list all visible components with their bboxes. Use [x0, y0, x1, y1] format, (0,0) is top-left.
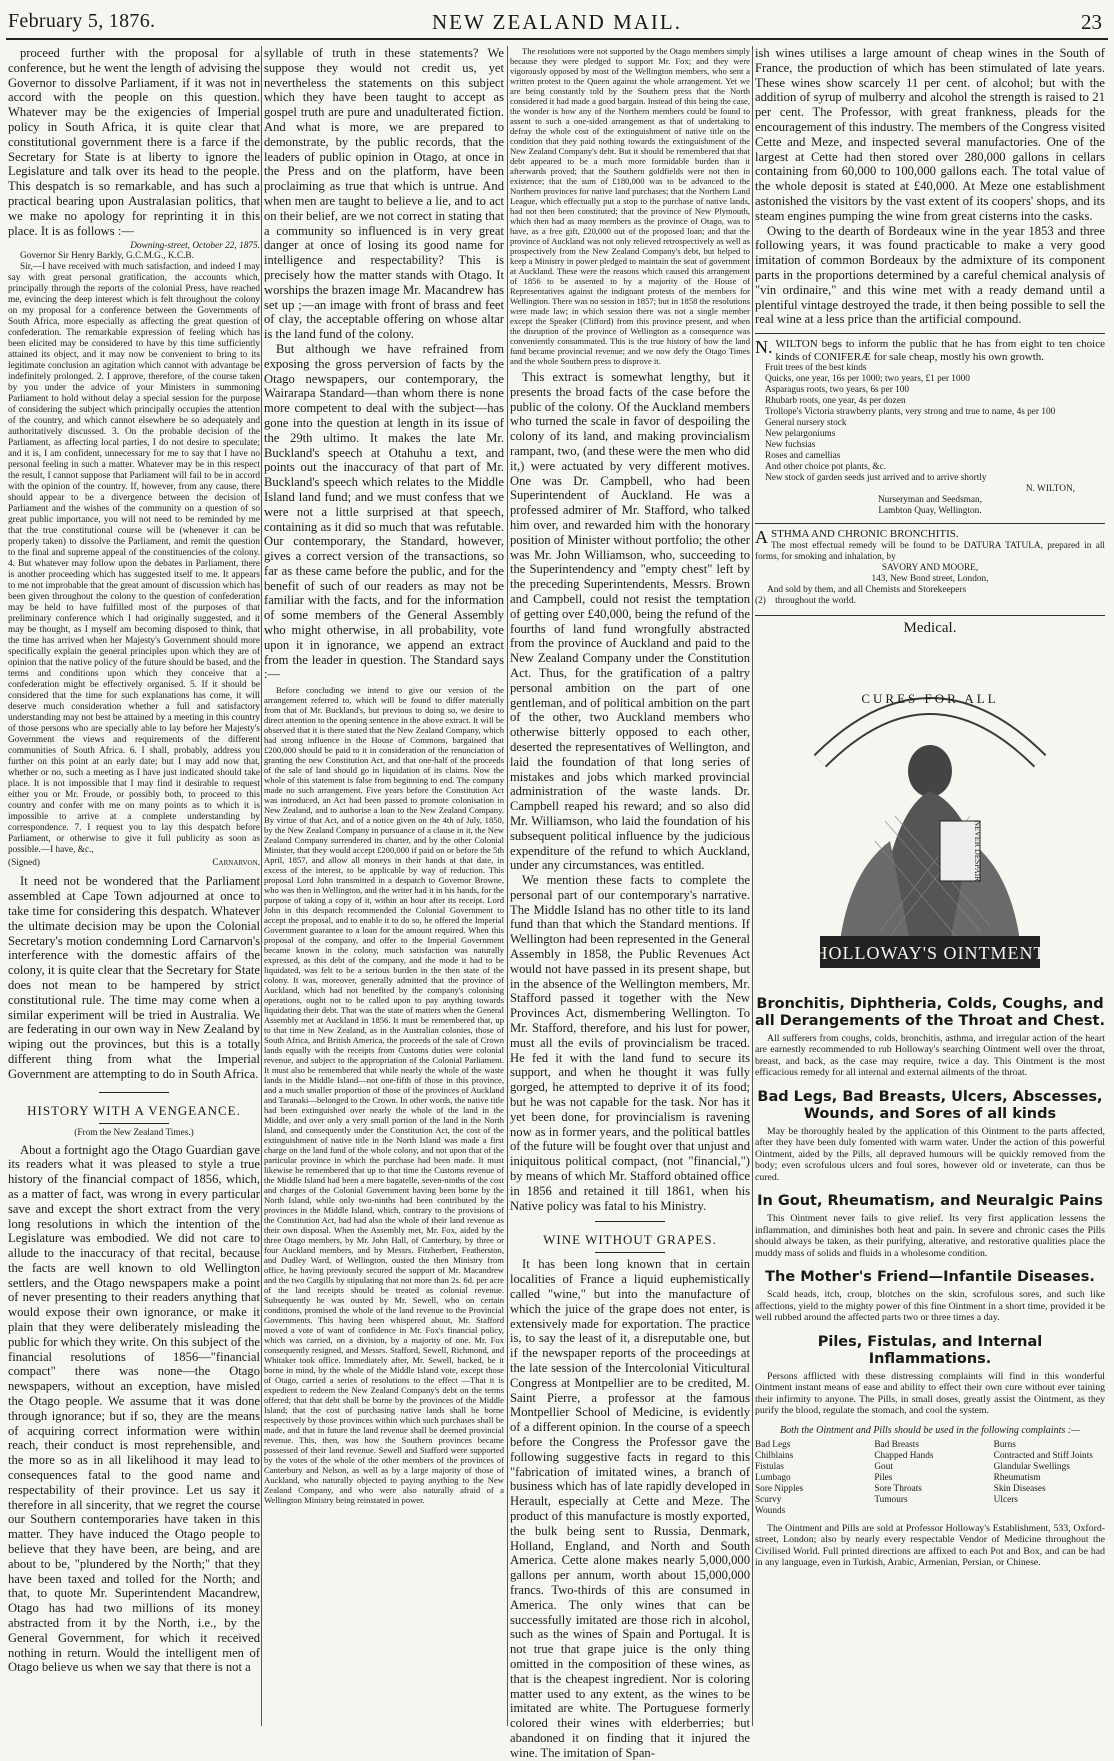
- despatch-dateline: Downing-street, October 22, 1875.: [130, 241, 260, 252]
- list-item: Trollope's Victoria strawberry plants, very strong and true to name, 4s per 100: [765, 407, 1056, 418]
- complaint-item: Skin Diseases: [993, 1483, 1046, 1494]
- section-rule: [99, 1092, 169, 1093]
- article-paragraph: Owing to the dearth of Bordeaux wine in the year 1853 and three following years, it was found practicable to make a very good imitation of common Bordeaux by the admixture of its component parts in the proportions determined by a careful chemical analysis of "vin ordinaire," and this wine met with a ready demand until a plentiful vintage destroyed the trade, it then being possible to sell the real wine at a less price than the artificial compound.: [755, 223, 1105, 327]
- article-paragraph: syllable of truth in these statements? We suppose they would not credit us, yet nevertheless the statements on this subject which they have been taught to accept as gospel truth are pure and unadulterated fiction. And what is more, we are prepared to demonstrate, by the public records, that the leaders of public opinion in Otago, at once in the Press and on the platform, have been proclaiming as true that which is untrue. And when men are taught to believe a lie, and to act on their belief, are we not correct in stating that a community so influenced is in very great danger at once of losing its good name for intelligence and respectability? This is precisely how the matter stands with Otago. It worships the brazen image Mr. Macandrew has set up ;—an image with front of brass and feet of clay, the acceptable offering on whose altar is the land fund of the colony.: [264, 46, 504, 342]
- despatch-text: Sir,—I have received with much satisfaction, and indeed I may say with great personal gratification, the accounts which, principally through the reports of the colonial Press, have reached me, evincing the deep interest which is felt throughout the colony on my proposal for a conference between the Governments of South Africa, more especially as affecting the great question of confederation. The remarkable expression of feeling which has been elicited may be considered to have by this time sufficiently attained its object, and it may now be convenient to bring to its legitimate conclusion an agitation which cannot with advantage be indefinitely prolonged. 2. I approve, therefore, of the course taken by you under the advice of your Ministers in summoning Parliament to hold without delay a special session for the purpose of considering the subject which principally occupies the attention of the country, and which cannot elsewhere be so adequately and authoritatively discussed. 3. On the probable decision of the Parliament, as affecting local parties, I do not desire to speculate; and it is, I am confident, unnecessary for me to say that I have no personal feeling in such a matter. Whatever may be in this respect the result, I cannot suppose that Parliament will fail to be in accord with the opinion of the country. If, however, from any cause, there should appear to be a divergence between the decision of Parliament and the wishes of the community on a question of so great public importance, you will not need to be reminded by me that the true constitutional course will be (whenever it can be properly taken) to dissolve the Parliament, and remit the question to the final and supreme appeal of the constituencies of the colony. 4. But whatever may follow upon the debates in Parliament, there is another proceeding which has suggested itself to me. It appears to me not improbable that the great amount of discussion which has been given throughout the colony to the question of confederation may be held to have fulfilled most of the purposes of that preliminary conference which I had originally suggested, and it may be thought, as I myself am becoming disposed to think, that the time has arrived when her Majesty's Government should more specifically explain the general principles upon which they are of opinion that the native policy of the future should be based, and the terms and conditions upon which they conceive that a confederation might be effectively organised. 5. If it should be considered that the time for such explanations has come, it will deserve much consideration whether a full and satisfactory understanding may not best be attained by a meeting in this country of those persons who are specially able to lay before her Majesty's Government the views and requirements of the different communities of South Africa. 6. I shall, probably, address you further on this point at an early date; but I may add now that, whether or no, such a meeting as I have just indicated should take place. It is not impossible that I may find it desirable to request either you or Mr. Froude, or possibly both, to proceed to this country and confer with me on many points as to which it is impossible to arrive at a complete understanding by correspondence. 7. I request you to lay this despatch before Parliament, or otherwise to give it full publicity as soon as possible.—I have, &c.,: [8, 262, 260, 856]
- advert-firm: SAVORY AND MOORE,: [881, 562, 979, 573]
- advert-tail: [755, 596, 1105, 607]
- drop-initial: A: [755, 527, 768, 548]
- issue-date: February 5, 1876.: [8, 10, 156, 32]
- advert-tail-text: throughout the world.: [775, 595, 856, 606]
- complaint-item: Burns: [993, 1439, 1016, 1450]
- remedy-text: May be thoroughly healed by the application of this Ointment to the parts affected, after they have been duly fomented with warm water. Under the action of this powerful Ointment, aided by the Pills, all depraved humours will be quickly removed from the body; even scrofulous ulcers and foul sores, however old or inveterate, can thus be cured.: [755, 1125, 1105, 1183]
- list-item: General nursery stock: [765, 418, 847, 429]
- complaint-item: Scurvy: [755, 1494, 782, 1505]
- masthead-rule: [6, 38, 1108, 40]
- article-paragraph: This extract is somewhat lengthy, but it presents the broad facts of the case before the public of the colony. Of the Auckland members who turned the scale in favor of despoiling the colony of its land, and making provincialism rampant, two, (and these were the men who did it,) were actuated by very different motives. One was Dr. Campbell, who had been Superintendent of Auckland. He was a professed admirer of Mr. Stafford, who talked him over, and rewarded him with the honorary position of Minister without portfolio; the other was Mr. John Williamson, who, succeeding to the Superintendency and "empty chest" left by the preceding Superintendents, Messrs. Brown and Campbell, could not resist the temptation of getting over £40,000, being the refund of the fourths of land fund wrongfully abstracted from the province of Auckland and paid to the New Zealand Company under the Constitution Act. Thus, for the gratification of a paltry personal ambition on the part of one gentleman, and of political ambition on the part of the other, two Auckland members who otherwise bitterly opposed to each other, deserted the representatives of Wellington, and laid the foundation of that long series of mistakes and jobs which marked provincial administration of the waste lands. Dr. Campbell reaped his reward; and so also did Mr. Williamson, who laid the foundation of his subsequent political influence by the judicious expenditure of the refund to which Auckland, under any circumstances, was entitled.: [510, 370, 750, 873]
- list-item: New fuchsias: [765, 440, 816, 451]
- article-paragraph: It has been long known that in certain localities of France a liquid euphemistically called "wine," but into the manufacture of which the juice of the grape does not enter, is extensively made for exportation. The practice is, to say the least of it, a disreputable one, but if the newspaper reports of the proceedings at the late session of the Intercolonial Viticultural Congress at Montpellier are to be credited, M. Saint Pierre, a professor at the famous Montpellier School of Medicine, is evidently of a different opinion. In the course of a speech before the Congress the Professor gave the following suggestive facts in regard to this "fabrication of imitated wines, a branch of business which has of late rapidly developed in Herault, especially at Cette and Meze. The product of this manufacture is mostly exported, the bulk being sent to Russia, Denmark, Holland, England, and North and South America. Cette alone makes nearly 5,000,000 gallons per annum, worth about 15,000,000 francs. Two-thirds of this are consumed in America. The only wines that can be successfully imitated are those rich in alcohol, such as the wines of Spain and Portugal. It is not true that grape juice is the only thing omitted in the composition of these wines, as that is the cheapest ingredient. Nor is coloring matter used to any extent, as the wines to be imitated are white. The Portuguese formerly colored their wines with elderberries; but abandoned it on finding that it injured the wine. The imitation of Span-: [510, 1257, 750, 1760]
- remedy-text: This Ointment never fails to give relief. Its very first application lessens the inflammation, and diminishes both heat and pain. In severe and chronic cases the Pills should always be taken, as their purifying, alterative, and restorative qualities place the muddy mass of solids and fluids in a wholesome condition.: [755, 1213, 1105, 1259]
- complaint-item: Rheumatism: [993, 1472, 1041, 1483]
- article-source: (From the New Zealand Times.): [74, 1127, 194, 1138]
- remedy-heading: In Gout, Rheumatism, and Neuralgic Pains: [757, 1193, 1103, 1210]
- despatch-signature: [8, 858, 260, 868]
- engraving-label: HOLLOWAY'S OINTMENT: [814, 942, 1046, 963]
- advert-asthma: [755, 523, 1105, 607]
- complaint-item: Sore Throats: [874, 1483, 922, 1494]
- list-item: Quicks, one year, 16s per 1000; two years, £1 per 1000: [765, 374, 970, 385]
- complaints-list: [755, 1440, 1105, 1517]
- article-paragraph: But although we have refrained from exposing the gross perversion of facts by the Otago newspapers, our contemporary, the Wairarapa Standard—than whom there is none more competent to deal with the subject—has gone into the question at length in its issue of the 29th ultimo. It makes the late Mr. Buckland's speech at Otahuhu a text, and points out the inaccuracy of that part of Mr. Buckland's speech which relates to the Middle Island land fund; and we must confess that we were not a little surprised at that speech, containing as it did so much that was refutable. Our contemporary, the Standard, however, gives a correct version of the transactions, so far as these came before the public, and for the benefit of such of our readers as may not be familiar with the facts, and for the information of some members of the General Assembly who might otherwise, in all probability, vote upon it in ignorance, we append an extract from the leader in question. The Standard says :—: [264, 341, 504, 682]
- advert-footer: The Ointment and Pills are sold at Professor Holloway's Establishment, 533, Oxford-street, London; also by nearly every respectable Vendor of Medicine throughout the Civilised World. Full printed directions are affixed to each Pot and Box, and can be had in any language, even in Turkish, Arabic, Armenian, Persian, or Chinese.: [755, 1522, 1105, 1569]
- quoted-extract: Before concluding we intend to give our version of the arrangement referred to, which will be found to differ materially from that of Mr. Buckland's, but previous to doing so, we desire to direct attention to the opening sentence in the above extract. It will be observed that it is there stated that the New Zealand Company, which had strong influence in the House of Commons, bargained that £200,000 should be paid to it in consideration of the renunciation of granting the new Constitution Act, and that one-half of the proceeds of the sale of land should go in liquidation of its claims. Now the whole of this statement is false from beginning to end. The company made no such arrangement. Five years before the Constitution Act was introduced, an Act had been passed to promote colonisation in New Zealand, and to authorise a loan to the New Zealand Company. By virtue of that Act, and of a notice given on the 4th of July, 1850, by the New Zealand Company in pursuance of a clause in it, the New Zealand Company surrendered its charter, and by the other Colonial Minister, that they would accept £200,000 if paid on or before the 5th April, 1857, and allow all moneys in their hands at that date, in excess of the interest, to be applicable by way of reduction. This proposal Lord John transmitted in a despatch to Governor Browne, who was then in Wellington, and the writer had it in his hands, for the purpose of taking a copy of it, within an hour after its receipt. Lord John in this despatch recommended the Colonial Government to accept the proposal, and to enable it to do so, he offered the Imperial Government guarantee to a loan for the amount required. When this proposal of the company, and offer to the Imperial Government became known in the colony, much satisfaction was naturally expressed, as this debt of the company, and the mode it had to be liquidated, was felt to be a serious burden in the then state of the colony. It was, moreover, generally admitted that the province of Auckland, which had not benefited by the company's colonising operations, ought not to be called upon to pay anything towards liquidating their debt. That was the state of matters when the General Assembly met at Auckland in 1856. It must be remembered that, up to that time in New Zealand, as in the Australian colonies, those of South Africa, and British America, the proceeds of the sale of Crown lands equally with the receipts from Customs duties were colonial revenue, and subject to the appropriation of the Colonial Parliament. It must also be remembered that while nearly the whole of the waste lands in the Middle Island—not one-fifth of those in this province, and a much smaller proportion of those of the provinces of Auckland and Taranaki—belonged to the Crown. In other words, the native title had been extinguished over nearly the whole of the land in the Middle, and over only a very small portion of the land in the North Island, and consequently under the Constitution Act, the cost of the extinguishment of native title in the North Island was made a first charge on the land fund of the whole colony, and not upon that of the particular province in which the purchase had been made. It must likewise be remembered that up to that time the Customs revenue of the Middle Island had been a mere bagatelle, seven-ninths of the cost and charges of the Colonial Government having been borne by the North Island, while only two-ninths had been contributed by the provinces in the Middle Island, which, contrary to the provisions of the Constitution Act, had had also the whole of their land revenue as their own disposal. When the Assembly met, Mr. Fox, aided by the three Otago members, by Mr. John Hall, of Canterbury, by three or four Auckland members, and by Messrs. Fitzherbert, Featherston, and Dudley Ward, of Wellington, ousted the then Ministry from office, he having previously secured the support of Mr. Macandrew and the two Cargills by stipulating that not more than 2s. 6d. per acre of the land receipts should be treated as colonial revenue. Subsequently he was ousted by Mr. Sewell, who on certain conditions, promised the whole of the land revenue to the Provincial Governments. This having been whispered about, Mr. Stafford moved a vote of want of confidence in Mr. Fox's financial policy, which was carried, on a division, by a majority of one. Mr. Fox consequently resigned, and Messrs. Stafford, Sewell, Richmond, and Whitaker took office. Immediately after, Mr. Sewell, backed, be it borne in mind, by the whole of the Middle Island vote, except those of Otago, carried a series of resolutions to the effect —That it is expedient to redeem the New Zealand Company's debt on the terms offered; that that debt shall be borne by the provinces of the Middle Island; that the cost of purchasing native lands shall be borne respectively by those provinces within which such purchases shall be made, and that in future the land revenue shall be deemed provincial revenue. This, then, was how the Southern provinces became possessed of their land revenue. Sewell and Stafford were supported by the votes of the whole of the other members of the provinces of Canterbury and Nelson, as well as by a large majority of those of Auckland, who naturally objected to paying anything to the New Zealand Company, and who were also naturally afraid of a Wellington Ministry being reinstated in power.: [264, 685, 504, 1506]
- engraving-book-text: NEVER DESPAIR: [973, 820, 982, 882]
- remedy-heading: The Mother's Friend—Infantile Diseases.: [765, 1269, 1095, 1286]
- complaints-caption: Both the Ointment and Pills should be used in the following complaints :—: [780, 1424, 1080, 1436]
- drop-initial: N.: [755, 337, 773, 358]
- advert-sold: And sold by them, and all Chemists and Storekeepers: [767, 584, 967, 595]
- list-item: And other choice pot plants, &c.: [765, 462, 887, 473]
- section-rule: [99, 1123, 169, 1124]
- section-heading-medical: Medical.: [755, 615, 1105, 637]
- masthead: [8, 8, 1106, 42]
- column-4: [755, 46, 1105, 1726]
- column-2: [264, 46, 504, 1726]
- section-rule: [595, 1252, 665, 1253]
- holloway-engraving: [780, 641, 1080, 986]
- quoted-extract: The resolutions were not supported by the Otago members simply because they were pledged to support Mr. Fox; and they were vigorously opposed by most of the Wellington members, who sent a written protest to the Queen against the whole arrangement. Yet we are being constantly told by the Southern press that the North considered it had made a good bargain. Instead of this being the case, the wonder is how any of the Northern members could be found to assent to such a one-sided arrangement as that of undertaking to defray the whole cost of the extinguishment of native title on the condition that they paid nothing towards the extinguishment of the New Zealand Company's debt. But it should be remembered that that debt appeared to be a much more formidable burden than it afterwards proved; that the Southern goldfields were not then in existence; that the sum of £180,000 was to be advanced to the Northern provinces for native land purchases; that the Northern Land League, which effectually put a stop to the purchase of native lands, had not then been constituted; that the province of New Plymouth, which then had as many members as the province of Otago, was to have, as a free gift, £20,000 out of the proposed loan; and that the province of Auckland was not only relieved retrospectively as well as prospectively from the New Zealand Company's debt, but helped to keep a Ministry in power pledged to maintain the seat of government at Auckland. These were the reasons which caused this arrangement of 1856 to be assented to by a majority of the House of Representatives against the indignant protests of the members for Wellington. There was no session in 1857; but in 1858 the resolutions were made law; in which session there was not a single member except the Speaker (Clifford) from this province present, and when the disruption of the province of Wellington as a consequence was conveniently consummated. This is the true history of how the land fund became provincial revenue; and we now defy the Otago Times and the whole Southern press to disprove it.: [510, 46, 750, 366]
- article-heading: HISTORY WITH A VENGEANCE.: [27, 1102, 241, 1118]
- complaint-item: Gout: [874, 1461, 893, 1472]
- advert-wilton: [755, 333, 1105, 517]
- despatch-addressee: Governor Sir Henry Barkly, G.C.M.G., K.C.B.: [20, 251, 194, 262]
- advert-address: 143, New Bond street, London,: [871, 573, 989, 584]
- article-heading: WINE WITHOUT GRAPES.: [543, 1232, 717, 1248]
- complaint-item: Ulcers: [993, 1494, 1018, 1505]
- list-item: New stock of garden seeds just arrived and to arrive shortly: [765, 473, 987, 484]
- advert-address: Lambton Quay, Wellington.: [878, 506, 982, 517]
- complaint-item: Contracted and Stiff Joints: [993, 1450, 1093, 1461]
- complaint-item: Fistulas: [755, 1461, 784, 1472]
- column-1: [8, 46, 260, 1726]
- remedy-text: Scald heads, itch, croup, blotches on the skin, scrofulous sores, and such like affections, yield to the mighty power of this fine Ointment in a short time, provided it be well rubbed around the affected parts two or three times a day.: [755, 1289, 1105, 1324]
- complaint-item: Tumours: [874, 1494, 908, 1505]
- advert-lead: [755, 527, 1105, 548]
- column-divider: [261, 46, 262, 1726]
- list-item: Asparagus roots, two years, 6s per 100: [765, 385, 910, 396]
- advert-body: The most effectual remedy will be found to be DATURA TATULA, prepared in all forms, for smoking and inhalation, by: [755, 540, 1105, 562]
- article-paragraph: It need not be wondered that the Parliament assembled at Cape Town adjourned at once to take time for considering this despatch. Whatever the ultimate decision may be upon the Colonial Secretary's motion condemning Lord Carnarvon's interference with the domestic affairs of the colony, it is quite clear that the Secretary for State does not mean to be hampered by strict constitutional rule. The time may come when a similar experiment will be tried in Australia. We are federating in our own way in New Zealand by wiping out the provinces, but this is a totally different thing from what the Imperial Government are attempting to do in South Africa.: [8, 874, 260, 1081]
- signed-name: Carnarvon.: [212, 858, 260, 869]
- engraving-illustration: [780, 641, 1080, 986]
- engraving-banner: CURES FOR ALL: [861, 690, 999, 706]
- article-paragraph: proceed further with the proposal for a conference, but he went the length of advising the Governor to dissolve Parliament, if it was not in accord with the people on this question. Whatever may be the exigencies of Imperial policy in South Africa, it is quite clear that constitutional government there is a farce if the Secretary for State is at liberty to ignore the Legislature and talk over its head to the people. This despatch is so remarkable, and has such a practical bearing upon Australasian politics, that we make no apology for reprinting it in this place. It is as follows :—: [8, 46, 260, 238]
- complaint-item: Sore Nipples: [755, 1483, 804, 1494]
- complaint-item: Bad Breasts: [874, 1439, 919, 1450]
- advert-trade: Nurseryman and Seedsman,: [877, 495, 983, 506]
- complaint-item: Chilblains: [755, 1450, 794, 1461]
- remedy-heading: Bad Legs, Bad Breasts, Ulcers, Abscesses, Wounds, and Sores of all kinds: [757, 1088, 1103, 1122]
- complaint-item: Bad Legs: [755, 1439, 791, 1450]
- list-item: New pelargoniums: [765, 429, 836, 440]
- article-paragraph: We mention these facts to complete the personal part of our contemporary's narrative. The Middle Island has no other title to its land fund than that which the Standard mentions. If Wellington had been represented in the General Assembly in 1858, the Public Revenues Act would not have passed in its present shape, but in the absence of the Wellington members, Mr. Stafford passed it together with the New Provinces Act, dismembering Wellington. To Mr. Stafford, therefore, and his lust for power, must all the evils of provincialism be traced. He fed it with the land fund to secure its support, and when he thought it was fully gorged, he attempted to deprive it of its food; but he was not capable for the task. Nor has it yet been done, for provincialism is ravening now as in former years, and the political battles of the future will be fought over that unjust and iniquitous political compact, (not "financial,") by means of which Mr. Stafford obtained office in 1856 and retained it till 1861, when his Native policy was fatal to his Ministry.: [510, 873, 750, 1213]
- advert-lead: [755, 338, 1105, 363]
- paper-title: NEW ZEALAND MAIL.: [432, 10, 682, 34]
- page-number: 23: [1081, 10, 1102, 34]
- section-rule: [595, 1221, 665, 1222]
- signed-label: (Signed): [8, 858, 41, 869]
- column-divider: [507, 46, 508, 1726]
- complaint-item: Lumbago: [755, 1472, 791, 1483]
- remedy-heading: Bronchitis, Diphtheria, Colds, Coughs, and all Derangements of the Throat and Chest.: [755, 995, 1105, 1029]
- list-item: Fruit trees of the best kinds: [765, 363, 867, 374]
- advert-signature: N. WILTON,: [1025, 484, 1075, 495]
- advert-items: [755, 363, 1105, 484]
- list-item: Roses and camellias: [765, 451, 841, 462]
- advert-lead-text: WILTON begs to inform the public that he has from eight to ten choice kinds of CONIFERÆ for sale cheap, mostly his own growth.: [775, 338, 1105, 363]
- list-item: Rhubarb roots, one year, 4s per dozen: [765, 396, 906, 407]
- complaint-item: Piles: [874, 1472, 893, 1483]
- column-3: [510, 46, 750, 1760]
- complaint-item: Glandular Swellings: [993, 1461, 1070, 1472]
- complaint-item: Wounds: [755, 1505, 786, 1516]
- column-divider: [752, 46, 753, 1726]
- advert-heading: STHMA AND CHRONIC BRONCHITIS.: [771, 528, 959, 541]
- advert-number: (2): [755, 595, 766, 606]
- complaint-item: Chapped Hands: [874, 1450, 934, 1461]
- article-paragraph: About a fortnight ago the Otago Guardian gave its readers what it was pleased to style a true history of the financial compact of 1856, which, as a matter of fact, was wrong in every particular save and except the short extract from the very long resolutions in which the intention of the Legislature was embodied. We did not care to allude to the inaccuracy of that recital, because the facts are well known to old Wellington settlers, and the Otago newspapers make a point of never presenting to their readers anything that would expose their own ignorance, or make it plain that they were deliberately misleading the public for which they write. On this subject of the financial resolutions of 1856—"financial compact" there was none—the Otago newspapers, without an exception, have misled the Otago people. We assume that it was done through ignorance; but if so, they are the means of acquiring correct information were within reach, their conduct is most reprehensible, and the more so as in all likelihood it may lead to consequences fatal to the good name and respectability of their province. Let us say it therefore in all sincerity, that we regret the course our Southern contemporaries have taken in this matter. They have induced the Otago people to believe that they have been, are being, and are about to be, "plundered by the North;" that they have been taxed and tolled for the North; and that, to quote Mr. Superintendent Macandrew, Otago has had two millions of its money abstracted from it by the North, i.e., by the General Government, for which it received nothing in return. Would the intelligent men of Otago believe us when we say that there is not a: [8, 1142, 260, 1675]
- article-paragraph: ish wines utilises a large amount of cheap wines in the South of France, the production of which has been stimulated of late years. These wines show scarcely 11 per cent. of alcohol; but with the addition of syrup of mulberry and alcohol the strength is raised to 21 per cent. The Professor, with great frankness, pleads for the encouragement of this industry. The members of the Congress visited Cette and Meze, and inspected several manufactories. One of the largest at Cette had then stored over 280,000 gallons in cellars containing from 60,000 to 100,000 gallons each. The total value of the whole deposit is stated at £40,000. At Meze one establishment astonished the visitors by the vast extent of its coopers' shops, and its steam engines pumping the wine from great cisterns into the casks.: [755, 46, 1105, 223]
- remedy-text: Persons afflicted with these distressing complaints will find in this wonderful Ointment instant means of ease and ability to effect their own cure without ever taining their infirmity to anyone. The Pills, in small doses, greatly assist the Ointment, as they purify the blood, regulate the stomach, and cool the system.: [755, 1370, 1105, 1417]
- remedy-text: All sufferers from coughs, colds, bronchitis, asthma, and irregular action of the heart are earnestly recommended to rub Holloway's searching Ointment well over the throat, breast, and back, as the case may require, twice a day. This Ointment is the most efficacious remedy for all internal and external ailments of the throat.: [755, 1032, 1105, 1079]
- remedy-heading: Piles, Fistulas, and Internal Inflammations.: [817, 1333, 1043, 1367]
